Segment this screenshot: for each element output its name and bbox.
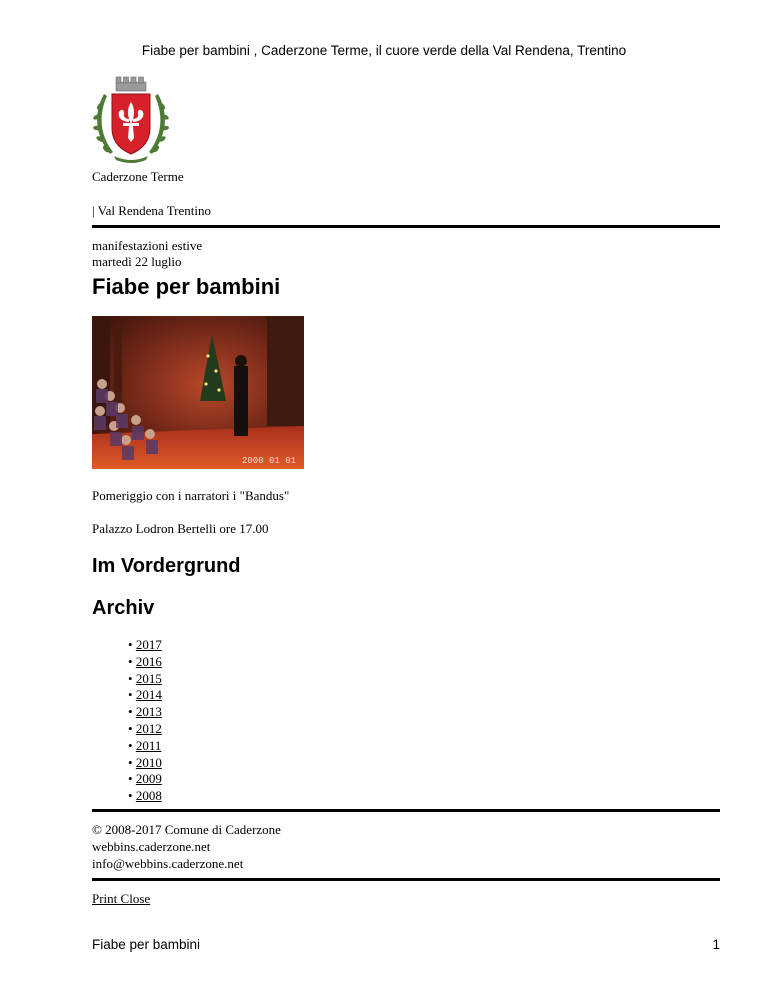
archive-link-2014[interactable]: 2014 [135,687,162,703]
running-header: Fiabe per bambini , Caderzone Terme, il cuore verde della Val Rendena, Trentino [141,43,627,58]
archive-link-2016[interactable]: 2016 [135,653,162,669]
archive-item [128,637,162,654]
archive-item [128,654,162,671]
divider [92,878,720,881]
site-tagline: | Val Rendena Trentino [92,203,211,218]
event-venue: Palazzo Lodron Bertelli ore 17.00 [92,521,269,536]
archive-item [128,671,162,688]
archive-link-2008[interactable]: 2008 [135,788,162,804]
divider [92,225,720,228]
site-name: Caderzone Terme [92,169,184,184]
copyright: © 2008-2017 Comune di Caderzone [92,822,281,837]
page-title: Fiabe per bambini [92,274,281,299]
archive-link-2011[interactable]: 2011 [135,737,162,753]
archive-link-2012[interactable]: 2012 [135,720,162,736]
archive-item [128,687,162,704]
event-category: manifestazioni estive [92,238,203,253]
archive-item [128,704,162,721]
archive-list [128,637,162,805]
website-text: webbins.caderzone.net [92,839,211,854]
archive-link-2009[interactable]: 2009 [135,771,162,787]
archive-item [128,788,162,805]
archive-item [128,755,162,772]
event-date: martedì 22 luglio [92,254,182,269]
running-footer-title: Fiabe per bambini [92,937,201,952]
archive-item [128,738,162,755]
event-description: Pomeriggio con i narratori i "Bandus" [92,488,290,503]
archive-link-2013[interactable]: 2013 [135,704,162,720]
archive-link-2017[interactable]: 2017 [135,637,162,652]
archive-item [128,721,162,738]
print-link[interactable]: Print [92,891,118,906]
divider [92,809,720,812]
footer-links [92,891,150,907]
archive-link-2015[interactable]: 2015 [135,670,162,686]
archive-heading: Archiv [92,597,155,619]
archive-link-2010[interactable]: 2010 [135,754,162,770]
coat-of-arms-logo [90,72,172,166]
photo-date-stamp: 2000 01 01 [242,456,297,466]
archive-item [128,771,162,788]
page-number: 1 [712,937,720,952]
close-link[interactable]: Close [117,891,151,906]
email-text: info@webbins.caderzone.net [92,856,244,871]
featured-heading: Im Vordergrund [92,555,241,577]
event-photo [92,316,304,469]
